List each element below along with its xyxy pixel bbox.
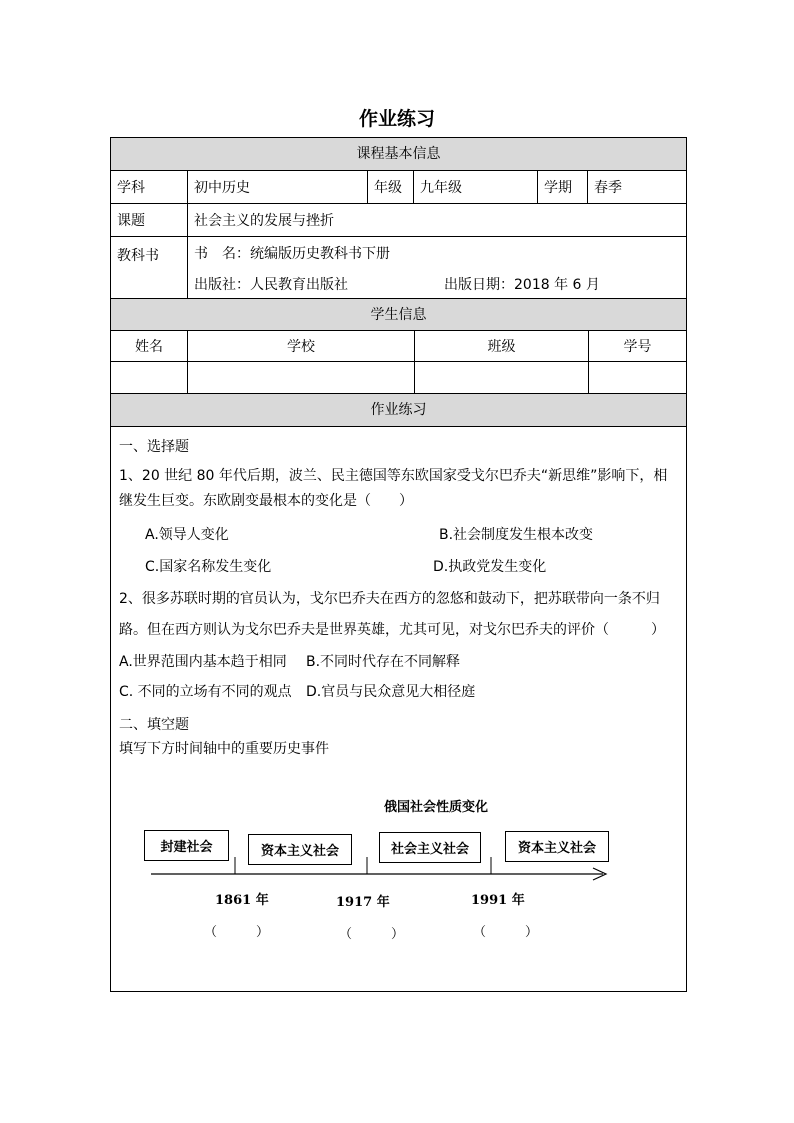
timeline-diagram xyxy=(111,427,686,987)
timeline-year-1991: 1991 年 xyxy=(471,893,525,908)
question-1-option-b: B.社会制度发生根本改变 xyxy=(439,527,594,543)
exercise-header: 作业练习 xyxy=(111,394,686,427)
timeline-title: 俄国社会性质变化 xyxy=(384,800,489,815)
timeline-stage-1: 封建社会 xyxy=(144,830,229,861)
grade-value: 九年级 xyxy=(413,171,537,203)
textbook-details xyxy=(187,237,686,298)
student-id-column: 学号 xyxy=(588,331,686,361)
topic-row xyxy=(111,204,686,237)
question-2-option-c: C. 不同的立场有不同的观点 xyxy=(119,684,292,700)
subject-row xyxy=(111,171,686,204)
question-1-option-a: A.领导人变化 xyxy=(145,527,229,543)
page-title: 作业练习 xyxy=(358,108,435,130)
book-name: 书 名：统编版历史教科书下册 xyxy=(194,246,390,262)
topic-value: 社会主义的发展与挫折 xyxy=(187,204,686,236)
fill-instruction: 填写下方时间轴中的重要历史事件 xyxy=(119,741,329,757)
timeline-blank-3[interactable]: （ ） xyxy=(473,925,539,940)
question-1-option-d: D.执政党发生变化 xyxy=(433,559,547,575)
student-info-header: 学生信息 xyxy=(111,299,686,331)
question-2-line-2: 路。但在西方则认为戈尔巴乔夫是世界英雄，尤其可见，对戈尔巴乔夫的评价（ ） xyxy=(119,622,665,638)
subject-label: 学科 xyxy=(117,180,145,196)
question-1-line-2: 继发生巨变。东欧剧变最根本的变化是（ ） xyxy=(119,493,413,509)
class-column: 班级 xyxy=(414,331,588,361)
publish-date: 出版日期：2018 年 6 月 xyxy=(444,277,600,293)
section-fill-title: 二、填空题 xyxy=(119,717,189,733)
student-id-field[interactable] xyxy=(588,362,686,393)
student-columns-row xyxy=(111,331,686,362)
term-label: 学期 xyxy=(537,171,587,203)
topic-label: 课题 xyxy=(117,213,145,229)
question-1-line-1: 1、20 世纪 80 年代后期，波兰、民主德国等东欧国家受戈尔巴乔夫“新思维”影响下，相 xyxy=(119,468,668,484)
publisher: 出版社：人民教育出版社 xyxy=(194,277,348,293)
timeline-year-1861: 1861 年 xyxy=(215,893,269,908)
question-1-option-c: C.国家名称发生变化 xyxy=(145,559,272,575)
timeline-stage-3: 社会主义社会 xyxy=(379,832,481,863)
name-column: 姓名 xyxy=(135,339,163,355)
timeline-axis xyxy=(111,427,686,987)
course-info-header: 课程基本信息 xyxy=(111,138,686,171)
question-2-option-b: B.不同时代存在不同解释 xyxy=(306,654,461,670)
worksheet-table xyxy=(110,137,687,992)
question-2-option-a: A.世界范围内基本趋于相同 xyxy=(119,654,287,670)
class-field[interactable] xyxy=(414,362,588,393)
timeline-year-1917: 1917 年 xyxy=(336,895,390,910)
subject-value: 初中历史 xyxy=(187,171,367,203)
school-field[interactable] xyxy=(187,362,414,393)
question-2-option-d: D.官员与民众意见大相径庭 xyxy=(306,684,476,700)
timeline-stage-4: 资本主义社会 xyxy=(505,831,609,862)
question-2-line-1: 2、很多苏联时期的官员认为，戈尔巴乔夫在西方的忽悠和鼓动下，把苏联带向一条不归 xyxy=(119,591,660,607)
textbook-label: 教科书 xyxy=(117,248,159,264)
textbook-row xyxy=(111,237,686,299)
term-value: 春季 xyxy=(587,171,686,203)
timeline-blank-2[interactable]: （ ） xyxy=(339,927,405,942)
timeline-blank-1[interactable]: （ ） xyxy=(204,925,270,940)
section-choice-title: 一、选择题 xyxy=(119,439,189,455)
timeline-stage-2: 资本主义社会 xyxy=(248,834,352,865)
school-column: 学校 xyxy=(187,331,414,361)
name-field[interactable] xyxy=(111,362,187,393)
grade-label: 年级 xyxy=(367,171,413,203)
student-input-row xyxy=(111,362,686,394)
